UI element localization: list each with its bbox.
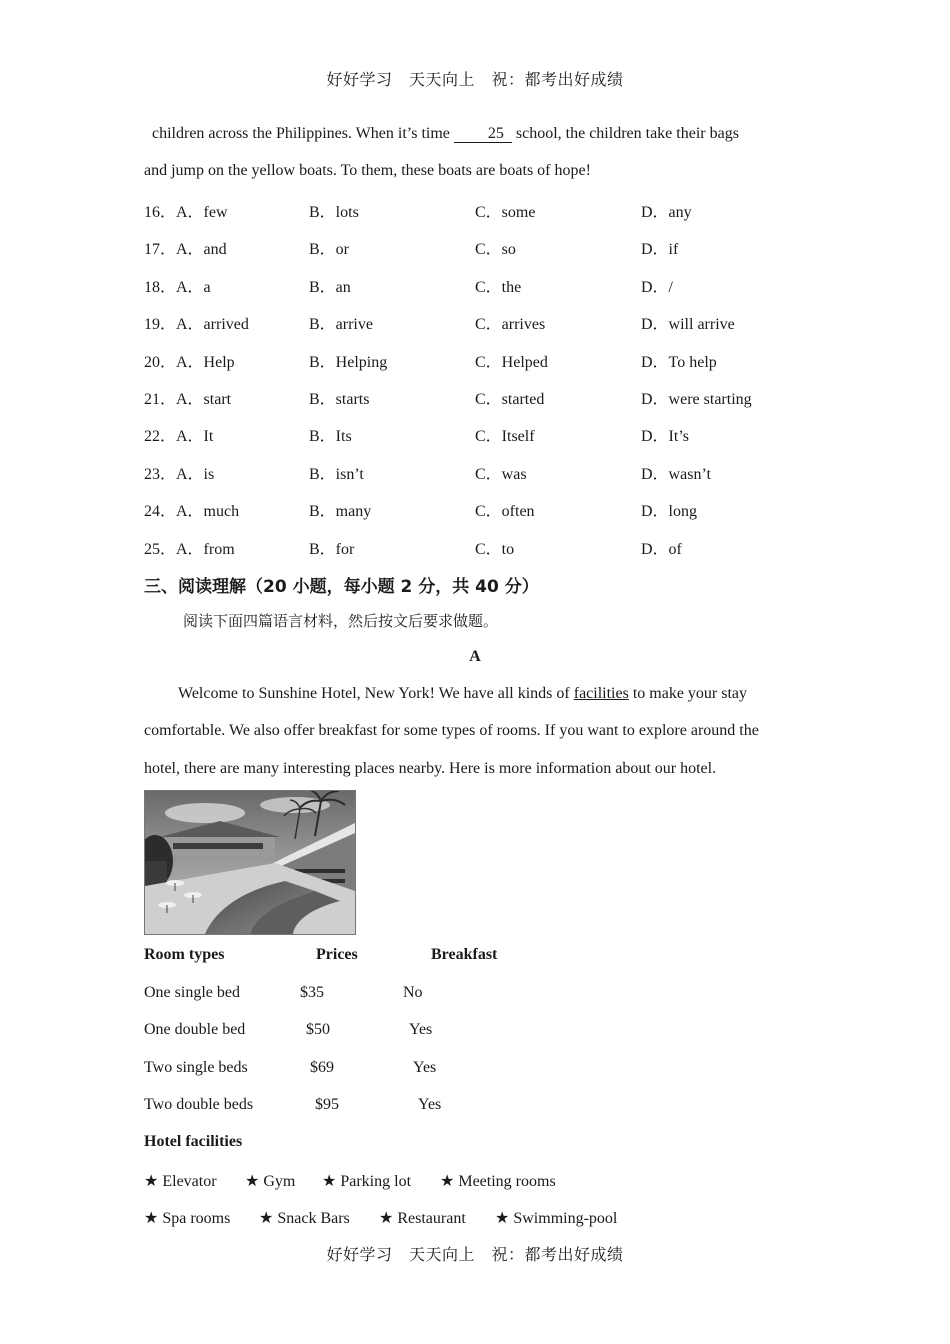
- section-instruction: 阅读下面四篇语言材料，然后按文后要求做题。: [183, 612, 499, 630]
- table-cell: Yes: [413, 1058, 437, 1076]
- answer-option: D．if: [641, 241, 679, 259]
- facility-item: ★ Snack Bars: [259, 1210, 350, 1227]
- question-number: 24．: [144, 503, 177, 521]
- paragraph-text: to make your stay: [628, 685, 748, 702]
- answer-option: D．were starting: [641, 391, 752, 408]
- question-number: 23．: [144, 465, 177, 483]
- table-cell: One double bed: [144, 1021, 246, 1039]
- answer-option: B．many: [309, 503, 372, 521]
- blank-25: 25: [454, 126, 512, 143]
- answer-option: C．some: [475, 204, 536, 221]
- answer-option: B．Its: [309, 428, 352, 446]
- answer-option: A．few: [176, 204, 228, 221]
- answer-option: B．for: [309, 540, 355, 558]
- answer-option: D．/: [641, 278, 674, 296]
- page-footer: 好好学习 天天向上 祝：都考出好成绩: [326, 1245, 624, 1264]
- facility-item: ★ Restaurant: [379, 1210, 466, 1227]
- answer-option: C．started: [475, 391, 545, 408]
- answer-option: C．Itself: [475, 428, 535, 446]
- paragraph-line-2: comfortable. We also offer breakfast for some types of rooms. If you want to explore around the: [144, 722, 759, 739]
- paragraph-line-1: [178, 685, 747, 703]
- table-cell: Two double beds: [144, 1095, 254, 1113]
- answer-option: D．It’s: [641, 428, 690, 446]
- table-cell: $69: [310, 1058, 334, 1076]
- answer-option: D．of: [641, 540, 682, 558]
- answer-option: B．arrive: [309, 316, 373, 334]
- passage-text: children across the Philippines. When it’s time: [152, 125, 454, 142]
- question-number: 25．: [144, 540, 177, 558]
- section-title: 三、阅读理解（20 小题，每小题 2 分，共 40 分）: [144, 577, 539, 597]
- question-number: 22．: [144, 428, 177, 446]
- answer-option: A．arrived: [176, 316, 249, 334]
- passage-text: school, the children take their bags: [511, 125, 739, 142]
- table-cell: Yes: [409, 1021, 433, 1039]
- table-cell: Yes: [418, 1095, 442, 1113]
- answer-option: B．isn’t: [309, 465, 364, 483]
- table-cell: $50: [306, 1021, 330, 1039]
- answer-option: D．any: [641, 204, 692, 221]
- passage-label: A: [469, 648, 481, 665]
- answer-option: B．Helping: [309, 353, 388, 371]
- answer-option: D．long: [641, 503, 698, 521]
- facility-item: ★ Meeting rooms: [440, 1173, 556, 1190]
- facility-item: ★ Gym: [245, 1173, 296, 1190]
- answer-option: A．is: [176, 465, 215, 483]
- table-header-cell: Prices: [316, 946, 358, 963]
- table-header-cell: Room types: [144, 946, 225, 963]
- answer-option: D．To help: [641, 353, 717, 371]
- table-cell: No: [403, 984, 423, 1001]
- answer-option: A．start: [176, 391, 232, 408]
- answer-option: B．starts: [309, 391, 370, 408]
- facilities-underlined-word: facilities: [573, 685, 629, 702]
- answer-option: C．arrives: [475, 316, 546, 334]
- question-number: 20．: [144, 353, 177, 371]
- facility-item: ★ Parking lot: [322, 1173, 412, 1190]
- facility-item: ★ Elevator: [144, 1173, 217, 1190]
- facilities-title: Hotel facilities: [144, 1133, 243, 1150]
- passage-line-1: [152, 125, 739, 143]
- answer-option: C．the: [475, 278, 522, 296]
- answer-option: C．to: [475, 540, 515, 558]
- question-number: 17．: [144, 241, 177, 259]
- question-number: 18．: [144, 278, 177, 296]
- answer-option: D．wasn’t: [641, 465, 711, 483]
- question-number: 19．: [144, 316, 177, 334]
- answer-option: C．often: [475, 503, 535, 521]
- answer-option: C．so: [475, 241, 516, 259]
- paragraph-text: Welcome to Sunshine Hotel, New York! We have all kinds of: [178, 685, 574, 702]
- paragraph-line-3: hotel, there are many interesting places nearby. Here is more information about our hotel.: [144, 760, 717, 777]
- facility-item: ★ Spa rooms: [144, 1210, 231, 1227]
- answer-option: C．Helped: [475, 353, 548, 371]
- answer-option: A．a: [176, 278, 211, 296]
- hotel-photo: [144, 790, 356, 935]
- table-cell: $95: [315, 1095, 339, 1113]
- table-cell: $35: [300, 984, 324, 1001]
- answer-option: C．was: [475, 465, 527, 483]
- passage-line-2: and jump on the yellow boats. To them, these boats are boats of hope!: [144, 162, 591, 179]
- answer-option: A．from: [176, 540, 235, 558]
- answer-option: A．much: [176, 503, 240, 521]
- answer-option: B．lots: [309, 204, 359, 221]
- table-cell: Two single beds: [144, 1058, 248, 1076]
- table-cell: One single bed: [144, 984, 240, 1001]
- answer-option: B．or: [309, 241, 350, 259]
- table-header-cell: Breakfast: [431, 946, 498, 963]
- question-number: 21．: [144, 391, 177, 408]
- hotel-photo-illustration: [145, 791, 355, 934]
- facility-item: ★ Swimming-pool: [495, 1210, 618, 1227]
- page-header: 好好学习 天天向上 祝：都考出好成绩: [326, 70, 624, 89]
- answer-option: A．It: [176, 428, 214, 446]
- answer-option: A．Help: [176, 353, 235, 371]
- answer-option: B．an: [309, 278, 351, 296]
- answer-option: A．and: [176, 241, 227, 259]
- question-number: 16．: [144, 204, 177, 221]
- answer-option: D．will arrive: [641, 316, 735, 334]
